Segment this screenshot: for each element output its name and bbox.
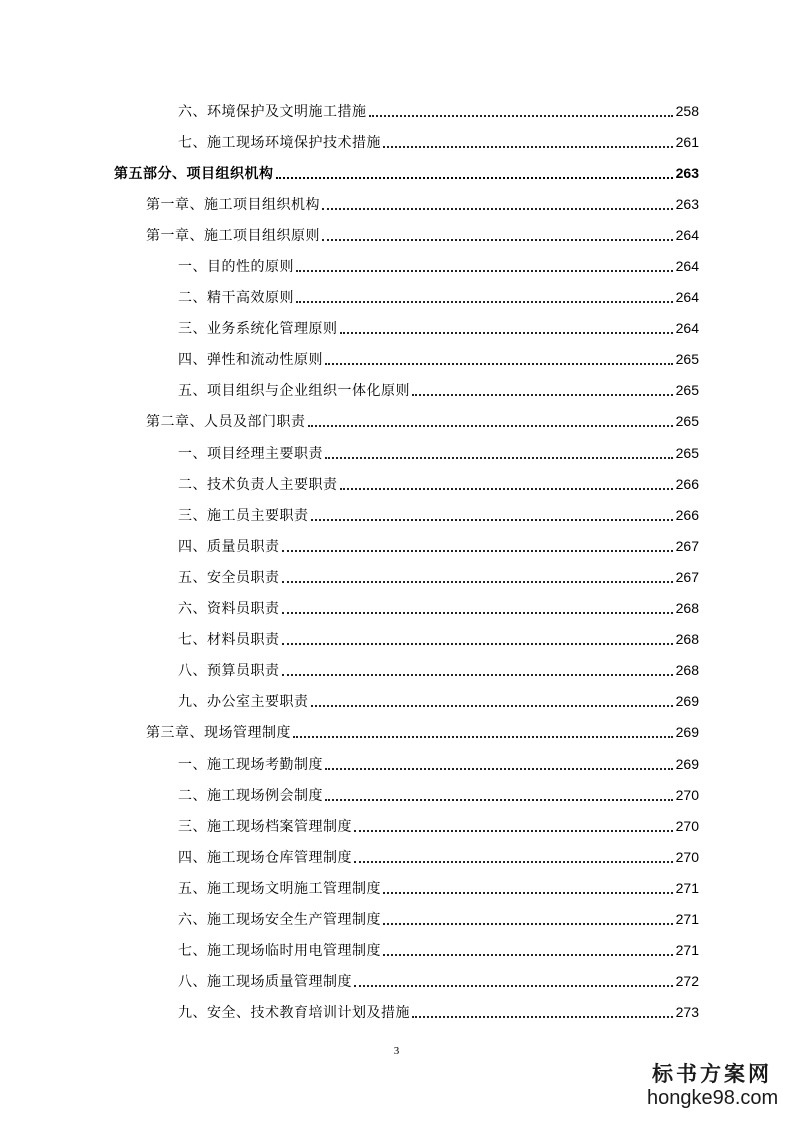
toc-entry-page: 273 — [675, 1004, 699, 1021]
toc-entry-page: 269 — [675, 755, 699, 772]
toc-entry-title: 五、项目组织与企业组织一体化原则 — [178, 383, 410, 400]
toc-entry-page: 265 — [675, 413, 699, 430]
toc-entry-page: 270 — [675, 848, 699, 865]
toc-dot-leader — [296, 256, 673, 272]
toc-entry-page: 269 — [675, 693, 699, 710]
toc-dot-leader — [282, 598, 673, 614]
toc-entry-title: 第二章、人员及部门职责 — [146, 414, 306, 431]
toc-entry-title: 七、施工现场环境保护技术措施 — [178, 134, 381, 151]
toc-entry-title: 四、质量员职责 — [178, 538, 280, 555]
toc-entry-title: 第五部分、项目组织机构 — [114, 165, 274, 182]
toc-entry-page: 268 — [675, 662, 699, 679]
toc-entry-title: 九、办公室主要职责 — [178, 694, 309, 711]
toc-entry-title: 五、施工现场文明施工管理制度 — [178, 880, 381, 897]
toc-entry-title: 一、项目经理主要职责 — [178, 445, 323, 462]
toc-entry-page: 270 — [675, 817, 699, 834]
toc-entry[interactable] — [0, 499, 793, 530]
toc-entry[interactable] — [0, 375, 793, 406]
toc-entry-page: 271 — [675, 879, 699, 896]
toc-entry[interactable] — [0, 468, 793, 499]
toc-dot-leader — [282, 660, 673, 676]
toc-entry-title: 三、业务系统化管理原则 — [178, 321, 338, 338]
toc-dot-leader — [282, 536, 673, 552]
toc-dot-leader — [340, 318, 673, 334]
toc-entry[interactable] — [0, 530, 793, 561]
toc-dot-leader — [293, 722, 673, 738]
toc-entry-page: 271 — [675, 942, 699, 959]
toc-entry-page: 263 — [675, 195, 699, 212]
toc-dot-leader — [383, 132, 673, 148]
toc-dot-leader — [383, 909, 673, 925]
toc-entry[interactable] — [0, 282, 793, 313]
toc-entry-page: 265 — [675, 351, 699, 368]
toc-entry-title: 五、安全员职责 — [178, 569, 280, 586]
toc-entry-title: 八、施工现场质量管理制度 — [178, 974, 352, 991]
toc-entry-title: 六、环境保护及文明施工措施 — [178, 103, 367, 120]
toc-entry[interactable] — [0, 966, 793, 997]
toc-dot-leader — [325, 349, 673, 365]
toc-entry[interactable] — [0, 624, 793, 655]
toc-entry-page: 269 — [675, 724, 699, 741]
toc-entry-title: 七、材料员职责 — [178, 632, 280, 649]
toc-entry-title: 三、施工现场档案管理制度 — [178, 818, 352, 835]
toc-entry-page: 263 — [675, 164, 699, 181]
toc-entry-title: 七、施工现场临时用电管理制度 — [178, 943, 381, 960]
toc-entry-page: 267 — [675, 537, 699, 554]
toc-entry-page: 264 — [675, 226, 699, 243]
toc-entry[interactable] — [0, 841, 793, 872]
toc-dot-leader — [322, 225, 673, 241]
toc-entry[interactable] — [0, 188, 793, 219]
toc-entry[interactable] — [0, 935, 793, 966]
toc-entry-title: 八、预算员职责 — [178, 663, 280, 680]
toc-entry-title: 四、弹性和流动性原则 — [178, 352, 323, 369]
toc-entry-title: 二、技术负责人主要职责 — [178, 476, 338, 493]
toc-entry-title: 二、施工现场例会制度 — [178, 787, 323, 804]
toc-entry[interactable] — [0, 95, 793, 126]
toc-dot-leader — [308, 411, 673, 427]
toc-dot-leader — [282, 567, 673, 583]
toc-entry[interactable] — [0, 748, 793, 779]
toc-dot-leader — [383, 878, 673, 894]
toc-entry-page: 267 — [675, 568, 699, 585]
toc-entry[interactable] — [0, 593, 793, 624]
toc-dot-leader — [412, 1002, 673, 1018]
table-of-contents — [0, 95, 793, 1028]
toc-entry[interactable] — [0, 126, 793, 157]
toc-entry-page: 268 — [675, 600, 699, 617]
toc-entry-page: 264 — [675, 258, 699, 275]
toc-dot-leader — [296, 287, 673, 303]
toc-entry[interactable] — [0, 250, 793, 281]
toc-entry[interactable] — [0, 997, 793, 1028]
toc-entry[interactable] — [0, 717, 793, 748]
toc-entry-page: 270 — [675, 786, 699, 803]
toc-entry[interactable] — [0, 561, 793, 592]
toc-dot-leader — [383, 940, 673, 956]
toc-entry-title: 一、目的性的原则 — [178, 259, 294, 276]
toc-entry-title: 第三章、现场管理制度 — [146, 725, 291, 742]
toc-entry-page: 266 — [675, 506, 699, 523]
toc-dot-leader — [325, 443, 673, 459]
toc-entry-page: 268 — [675, 631, 699, 648]
toc-entry-title: 六、施工现场安全生产管理制度 — [178, 911, 381, 928]
toc-entry-title: 第一章、施工项目组织原则 — [146, 227, 320, 244]
toc-entry-page: 265 — [675, 444, 699, 461]
toc-entry[interactable] — [0, 655, 793, 686]
toc-entry[interactable] — [0, 313, 793, 344]
toc-entry-page: 258 — [675, 102, 699, 119]
toc-entry-page: 264 — [675, 320, 699, 337]
watermark-name: 标书方案网 — [652, 1061, 772, 1086]
toc-entry[interactable] — [0, 810, 793, 841]
toc-dot-leader — [282, 629, 673, 645]
toc-entry[interactable] — [0, 872, 793, 903]
toc-entry-title: 九、安全、技术教育培训计划及措施 — [178, 1005, 410, 1022]
toc-entry[interactable] — [0, 157, 793, 188]
toc-dot-leader — [322, 194, 673, 210]
toc-dot-leader — [276, 163, 673, 179]
toc-dot-leader — [354, 816, 673, 832]
toc-entry[interactable] — [0, 406, 793, 437]
toc-entry-title: 四、施工现场仓库管理制度 — [178, 849, 352, 866]
toc-entry-page: 264 — [675, 289, 699, 306]
toc-dot-leader — [354, 847, 673, 863]
toc-entry[interactable] — [0, 219, 793, 250]
toc-dot-leader — [340, 474, 673, 490]
page-number: 3 — [393, 1045, 400, 1057]
toc-entry-title: 一、施工现场考勤制度 — [178, 756, 323, 773]
toc-dot-leader — [354, 971, 673, 987]
toc-entry-title: 二、精干高效原则 — [178, 290, 294, 307]
toc-entry[interactable] — [0, 686, 793, 717]
toc-dot-leader — [325, 754, 673, 770]
toc-entry-page: 272 — [675, 973, 699, 990]
toc-entry-title: 六、资料员职责 — [178, 601, 280, 618]
toc-entry-title: 第一章、施工项目组织机构 — [146, 196, 320, 213]
toc-entry-title: 三、施工员主要职责 — [178, 507, 309, 524]
watermark-domain: hongke98.com — [647, 1087, 779, 1109]
toc-entry[interactable] — [0, 344, 793, 375]
toc-entry[interactable] — [0, 779, 793, 810]
toc-dot-leader — [311, 505, 673, 521]
toc-dot-leader — [311, 691, 673, 707]
toc-entry-page: 271 — [675, 910, 699, 927]
toc-dot-leader — [412, 380, 673, 396]
watermark-logo — [647, 1062, 777, 1110]
toc-dot-leader — [325, 785, 673, 801]
toc-entry-page: 265 — [675, 382, 699, 399]
toc-dot-leader — [369, 101, 673, 117]
toc-entry-page: 261 — [675, 133, 699, 150]
toc-entry[interactable] — [0, 437, 793, 468]
toc-entry[interactable] — [0, 903, 793, 934]
toc-entry-page: 266 — [675, 475, 699, 492]
